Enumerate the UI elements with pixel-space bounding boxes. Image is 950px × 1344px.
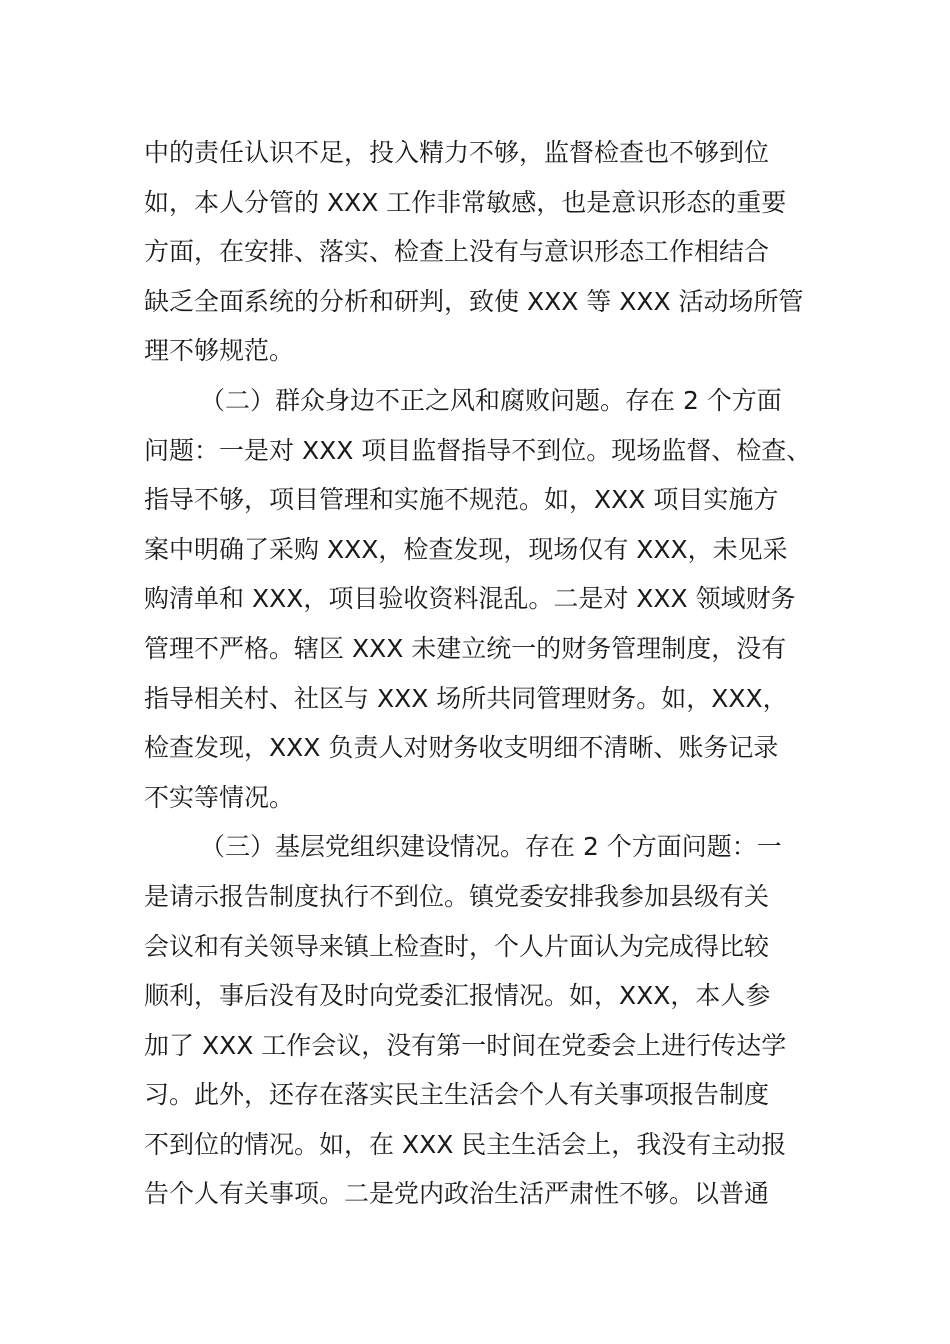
text-line: 中的责任认识不足，投入精力不够，监督检查也不够到位 (144, 138, 770, 167)
text-line: 如，本人分管的 XXX 工作非常敏感，也是意识形态的重要 (144, 187, 787, 217)
text-line: 告个人有关事项。二是党内政治生活严肃性不够。以普通 (144, 1179, 770, 1209)
text-line: 购清单和 XXX，项目验收资料混乱。二是对 XXX 领域财务 (144, 584, 796, 614)
text-line: 问题：一是对 XXX 项目监督指导不到位。现场监督、检查、 (144, 435, 812, 465)
text-line: 不到位的情况。如，在 XXX 民主生活会上，我没有主动报 (144, 1129, 787, 1159)
text-line: 是请示报告制度执行不到位。镇党委安排我参加县级有关 (144, 881, 770, 911)
text-line: 习。此外，还存在落实民主生活会个人有关事项报告制度 (144, 1080, 770, 1110)
text-line: 指导相关村、社区与 XXX 场所共同管理财务。如，XXX， (144, 683, 788, 713)
paragraph-heading-2: （二）群众身边不正之风和腐败问题。存在 2 个方面 (200, 385, 782, 415)
text-line: 管理不严格。辖区 XXX 未建立统一的财务管理制度，没有 (144, 633, 787, 663)
text-line: 理不够规范。 (144, 336, 295, 366)
text-line: 加了 XXX 工作会议，没有第一时间在党委会上进行传达学 (144, 1030, 787, 1060)
text-line: 检查发现，XXX 负责人对财务收支明细不清晰、账务记录 (144, 733, 779, 763)
text-line: 会议和有关领导来镇上检查时，个人片面认为完成得比较 (144, 931, 770, 961)
text-line: 方面，在安排、落实、检查上没有与意识形态工作相结合 (144, 237, 770, 267)
text-line: 缺乏全面系统的分析和研判，致使 XXX 等 XXX 活动场所管 (144, 286, 804, 316)
text-line: 不实等情况。 (144, 782, 295, 812)
text-line: 指导不够，项目管理和实施不规范。如，XXX 项目实施方 (144, 485, 779, 515)
text-line: 顺利，事后没有及时向党委汇报情况。如，XXX，本人参 (144, 981, 771, 1011)
document-body (144, 128, 844, 1219)
paragraph-heading-3: （三）基层党组织建设情况。存在 2 个方面问题：一 (200, 832, 782, 862)
text-line: 案中明确了采购 XXX，检查发现，现场仅有 XXX，未见采 (144, 534, 788, 564)
